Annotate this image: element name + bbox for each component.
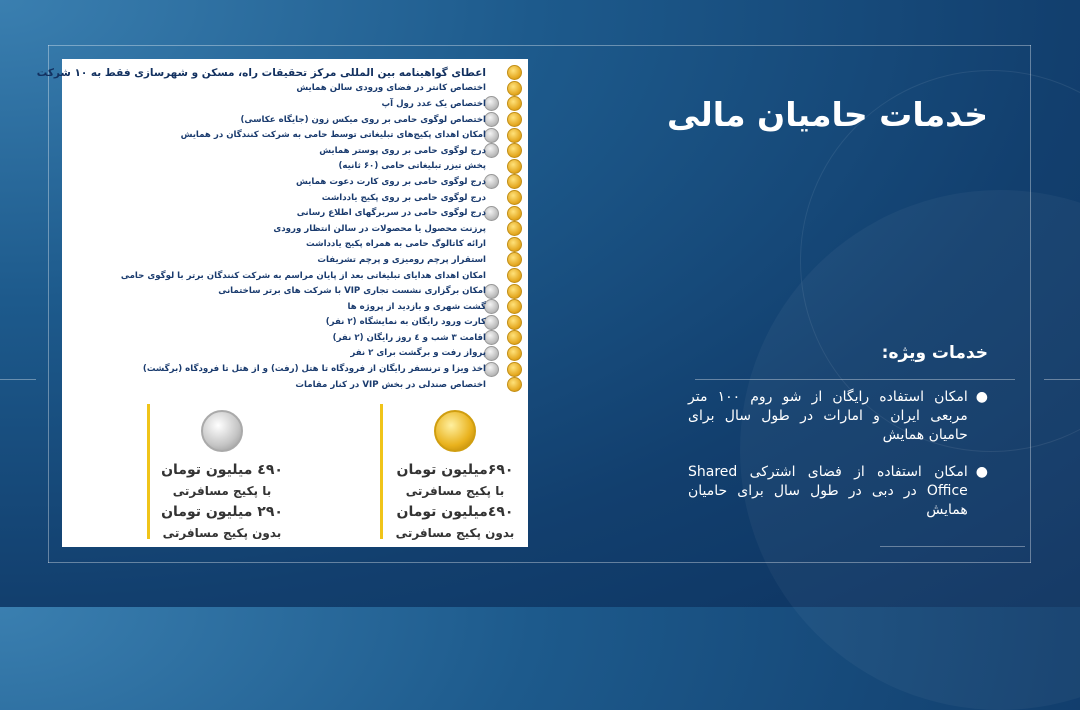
gold-coin-icon (507, 112, 522, 127)
table-row (70, 330, 522, 346)
tier-coins (486, 284, 522, 299)
special-services-heading: خدمات ویژه: (881, 343, 988, 363)
gold-label-without-travel: بدون پکیج مسافرتی (395, 526, 515, 540)
silver-coin-icon (484, 174, 499, 189)
gold-coin-icon (507, 268, 522, 283)
tier-coins (486, 96, 522, 111)
gold-label-with-travel: با پکیج مسافرتی (405, 484, 505, 498)
benefit-text: گشت شهری و بازدید از پروژه ها (347, 301, 486, 312)
silver-price-with-travel: ٤۹۰ میلیون تومان (161, 462, 283, 478)
gold-coin-icon (507, 315, 522, 330)
gold-coin-icon (507, 128, 522, 143)
package-divider (380, 404, 383, 539)
special-services-list (688, 388, 988, 538)
tier-coins (486, 346, 522, 361)
benefit-text: کارت ورود رایگان به نمایشگاه (۲ نفر) (325, 317, 486, 328)
table-row (70, 252, 522, 268)
table-row (70, 205, 522, 221)
table-row (70, 81, 522, 97)
table-row (70, 174, 522, 190)
gold-coin-icon (507, 206, 522, 221)
benefit-text: اختصاص لوگوی حامی بر روی میکس زون (جایگاه عکاسی) (240, 114, 486, 125)
benefit-text: پرواز رفت و برگشت برای ۲ نفر (350, 348, 486, 359)
benefit-text: اقامت ۳ شب و ٤ روز رایگان (۲ نفر) (332, 332, 486, 343)
sponsor-benefits-table (36, 59, 528, 547)
tier-coins (486, 81, 522, 96)
table-row (70, 377, 522, 393)
tier-coins (486, 174, 522, 189)
tier-coins (486, 206, 522, 221)
benefit-text: اختصاص یک عدد رول آپ (381, 98, 486, 109)
benefit-text: درج لوگوی حامی در سربرگهای اطلاع رسانی (296, 208, 486, 219)
frame-left-line (48, 45, 49, 563)
tier-coins (486, 159, 522, 174)
silver-medal-icon (201, 410, 243, 452)
benefit-text: امکان برگزاری نشست تجاری VIP با شرکت های برتر ساختمانی (218, 286, 486, 297)
table-row (70, 299, 522, 315)
package-divider (147, 404, 150, 539)
gold-coin-icon (507, 81, 522, 96)
list-item (688, 463, 988, 520)
silver-coin-icon (484, 299, 499, 314)
tier-coins (486, 237, 522, 252)
frame-right-line (1030, 45, 1031, 563)
gold-price-with-travel: ۶۹۰میلیون تومان (396, 462, 514, 478)
benefit-text: استقرار پرچم رومیزی و پرچم تشریفات (317, 254, 486, 265)
benefit-text: درج لوگوی حامی بر روی پوستر همایش (319, 145, 486, 156)
silver-label-without-travel: بدون پکیج مسافرتی (162, 526, 282, 540)
benefit-text: اختصاص صندلی در بخش VIP در کنار مقامات (295, 379, 486, 390)
tier-coins (486, 190, 522, 205)
table-row (70, 96, 522, 112)
gold-coin-icon (507, 159, 522, 174)
benefit-text: پرزنت محصول یا محصولات در سالن انتظار ورودی (273, 223, 486, 234)
gold-coin-icon (507, 330, 522, 345)
benefit-text: پخش تیزر تبلیغاتی حامی (۶۰ ثانیه) (338, 161, 486, 172)
silver-price-without-travel: ۲۹۰ میلیون تومان (161, 504, 283, 520)
table-row (70, 361, 522, 377)
slide-title: خدمات حامیان مالی (666, 95, 988, 134)
bullet-dot-icon: ● (975, 464, 988, 480)
benefit-text: امکان اهدای هدایای تبلیغاتی بعد از پایان مراسم به شرکت کنندگان برتر با لوگوی حامی (120, 270, 486, 281)
table-row (70, 268, 522, 284)
table-row (70, 112, 522, 128)
gold-price-without-travel: ٤۹۰میلیون تومان (396, 504, 514, 520)
gold-coin-icon (507, 221, 522, 236)
list-item (688, 388, 988, 445)
table-row (70, 159, 522, 175)
tier-coins (486, 252, 522, 267)
tier-coins (486, 315, 522, 330)
benefits-list (36, 65, 522, 392)
side-mark-left (0, 379, 36, 380)
tier-coins (486, 221, 522, 236)
table-row (70, 190, 522, 206)
silver-coin-icon (484, 112, 499, 127)
table-row (36, 65, 522, 81)
table-row (70, 221, 522, 237)
gold-coin-icon (507, 143, 522, 158)
gold-coin-icon (507, 174, 522, 189)
gold-coin-icon (507, 284, 522, 299)
frame-bottom-line (48, 562, 1031, 563)
gold-coin-icon (507, 237, 522, 252)
gold-coin-icon (507, 190, 522, 205)
table-row (70, 237, 522, 253)
tier-coins (486, 362, 522, 377)
silver-coin-icon (484, 330, 499, 345)
bottom-divider (880, 546, 1025, 547)
table-row (70, 346, 522, 362)
table-row (70, 283, 522, 299)
gold-coin-icon (507, 362, 522, 377)
benefit-text: اختصاص کانتر در فضای ورودی سالن همایش (296, 83, 486, 94)
gold-coin-icon (507, 65, 522, 80)
silver-coin-icon (484, 346, 499, 361)
tier-coins (486, 128, 522, 143)
side-mark-right (1044, 379, 1080, 380)
table-row (70, 315, 522, 331)
benefit-text: درج لوگوی حامی بر روی پکیج یادداشت (321, 192, 486, 203)
tier-coins (486, 330, 522, 345)
silver-coin-icon (484, 315, 499, 330)
gold-coin-icon (507, 377, 522, 392)
gold-coin-icon (507, 346, 522, 361)
tier-coins (486, 112, 522, 127)
gold-coin-icon (507, 299, 522, 314)
table-row (70, 127, 522, 143)
gold-coin-icon (507, 252, 522, 267)
silver-coin-icon (484, 206, 499, 221)
silver-package (147, 404, 297, 539)
tier-coins (486, 377, 522, 392)
gold-coin-icon (507, 96, 522, 111)
gold-medal-icon (434, 410, 476, 452)
table-row (70, 143, 522, 159)
special-item-text: امکان استفاده از فضای اشترکی Shared Office در دبی در طول سال برای حامیان همایش (688, 464, 968, 518)
silver-label-with-travel: با پکیج مسافرتی (172, 484, 272, 498)
silver-coin-icon (484, 96, 499, 111)
heading-divider (695, 379, 1015, 380)
benefit-text: اخذ ویزا و ترنسفر رایگان از فرودگاه تا هتل (رفت) و از هتل تا فرودگاه (برگشت) (142, 364, 486, 375)
benefit-text: امکان اهدای پکیج‌های تبلیغاتی توسط حامی به شرکت کنندگان در همایش (180, 130, 486, 141)
tier-coins (486, 268, 522, 283)
bullet-dot-icon: ● (975, 389, 988, 405)
silver-coin-icon (484, 284, 499, 299)
tier-coins (486, 143, 522, 158)
benefit-text: اعطای گواهینامه بین المللی مرکز تحقیقات راه، مسکن و شهرسازی فقط به ۱۰ شرکت (36, 66, 486, 79)
tier-coins (486, 299, 522, 314)
benefit-text: درج لوگوی حامی بر روی کارت دعوت همایش (296, 176, 486, 187)
frame-top-line (48, 45, 1031, 46)
silver-coin-icon (484, 362, 499, 377)
benefit-text: ارائه کاتالوگ حامی به همراه پکیج یادداشت (306, 239, 486, 250)
tier-coins (486, 65, 522, 80)
special-item-text: امکان استفاده رایگان از شو روم ۱۰۰ متر مربعی ایران و امارات در طول سال برای حامیان همایش (688, 389, 968, 443)
silver-coin-icon (484, 128, 499, 143)
gold-package (380, 404, 530, 539)
silver-coin-icon (484, 143, 499, 158)
